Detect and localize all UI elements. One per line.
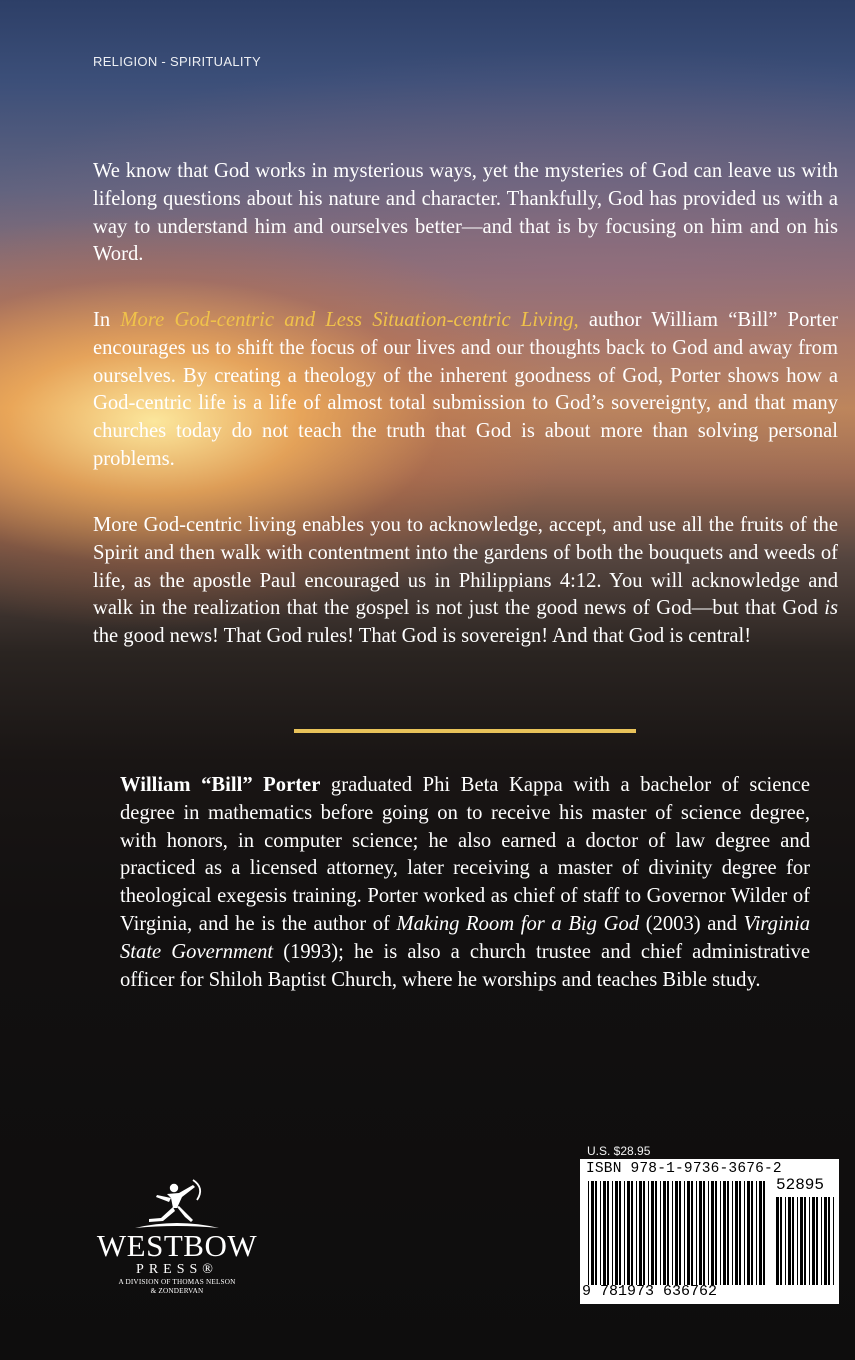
barcode-bar [612,1181,613,1285]
barcode-bar [663,1181,666,1285]
barcode-bar [588,1181,589,1285]
bio-book-1: Making Room for a Big God [396,912,640,935]
barcode-bar [600,1181,601,1285]
barcode-bar [756,1181,757,1285]
barcode-bar [763,1181,765,1285]
barcode-bar [684,1181,685,1285]
barcode-bar [821,1197,822,1285]
barcode-bar [824,1197,827,1285]
barcode-bar [735,1181,738,1285]
barcode-bar [797,1197,798,1285]
barcode-bar [627,1181,630,1285]
barcode-bar [672,1181,673,1285]
barcode-bar [660,1181,661,1285]
barcode-bar [708,1181,709,1285]
price-label: U.S. $28.95 [587,1144,651,1158]
barcode-bar [699,1181,702,1285]
barcode-bar [816,1197,818,1285]
paragraph-2-lead: In [93,309,121,331]
barcode-bar [667,1181,669,1285]
barcode-bar [687,1181,690,1285]
author-bio [120,772,810,994]
bio-book-2: Virginia State Government [120,912,810,963]
barcode-bar [643,1181,645,1285]
barcode-bar [607,1181,609,1285]
publisher-press: PRESS® [136,1262,218,1277]
barcode-bar [809,1197,810,1285]
barcode-bar [759,1181,762,1285]
barcode-bar [691,1181,693,1285]
gold-divider [294,729,636,733]
paragraph-2-rest: author William “Bill” Porter encourages us to shift the focus of our lives and our thoughts back to God and away from ourselves. By creating a theology of the inherent goodness of God, Porter shows how a God-centric life is a life of almost total submission to God’s sovereignty, and that many churches today do not teach the truth that God is about more than solving personal problems. [93,309,839,470]
barcode-bar [711,1181,714,1285]
barcode-bar [788,1197,791,1285]
barcode-bar [636,1181,637,1285]
barcode-bar [720,1181,721,1285]
barcode-bar [631,1181,633,1285]
barcode-bar [703,1181,705,1285]
barcode-bar [732,1181,733,1285]
publisher-division-2: & ZONDERVAN [150,1287,204,1295]
archer-figure-icon [127,1178,227,1232]
barcode-bar [603,1181,606,1285]
barcode-bar [675,1181,678,1285]
barcode-bar [739,1181,741,1285]
category-label: RELIGION - SPIRITUALITY [93,54,261,69]
barcode-bar [619,1181,621,1285]
bio-text-3: (1993); he is also a church trustee and chief administrative officer for Shiloh Baptist Church, where he worships and teaches Bible study. [120,940,810,991]
description-paragraph-1: We know that God works in mysterious ways, yet the mysteries of God can leave us with lifelong questions about his nature and character. Thankfully, God has provided us with a way to understand him and ourselves better—and that is by focusing on him and on his Word. [93,160,838,266]
barcode-bar [792,1197,794,1285]
description-paragraph-3 [93,512,838,651]
barcode-bar [715,1181,717,1285]
barcode-bar [651,1181,654,1285]
barcode-bar [595,1181,597,1285]
publisher-logo [88,1178,266,1296]
isbn-label: ISBN 978-1-9736-3676-2 [586,1161,782,1177]
paragraph-3-after: the good news! That God rules! That God is sovereign! And that God is central! [93,625,752,648]
paragraph-3-before: More God-centric living enables you to acknowledge, accept, and use all the fruits of the Spirit and then walk with contentment into the gardens of both the bouquets and weeds of life, as the apostle Paul encouraged us in Philippians 4:12. You will acknowledge and walk in the realization that the gospel is not just the good news of God—but that God [93,514,838,620]
description-paragraph-2 [93,307,838,474]
barcode-bar [679,1181,681,1285]
barcode-bar [833,1197,834,1285]
barcode-bar [744,1181,745,1285]
bio-text-1: graduated Phi Beta Kappa with a bachelor of science degree in mathematics before going on to receive his master of science degree, with honors, in computer science; he also earned a doctor of law degree and practiced as a licensed attorney, later receiving a master of divinity degree for theological exegesis training. Porter worked as chief of staff to Governor Wilder of Virginia, and he is the author of [120,774,810,935]
barcode-bar [591,1181,594,1285]
barcode-bar [804,1197,806,1285]
barcode-bar [655,1181,657,1285]
barcode-bar [785,1197,786,1285]
barcode-bar [696,1181,697,1285]
book-title-highlight: More God-centric and Less Situation-centric Living, [120,309,579,331]
paragraph-3-emphasis: is [824,597,838,620]
barcode-bar [648,1181,649,1285]
barcode-bar [723,1181,726,1285]
price-code: 52895 [776,1176,825,1194]
author-name: William “Bill” Porter [120,774,321,796]
barcode-bar [747,1181,750,1285]
barcode-bar [727,1181,729,1285]
publisher-name: WESTBOW [96,1228,258,1263]
barcode-bar [776,1197,779,1285]
publisher-division: A DIVISION OF THOMAS NELSON [118,1278,236,1286]
barcode-bar [812,1197,815,1285]
barcode-bar [751,1181,753,1285]
bio-text-2: (2003) and [639,912,744,935]
barcode-digits: 9 781973 636762 [582,1283,718,1300]
barcode-bar [639,1181,642,1285]
barcode-bar [800,1197,803,1285]
barcode-bar [828,1197,830,1285]
barcode-bar [624,1181,625,1285]
isbn-barcode [580,1159,839,1304]
barcode-bar [615,1181,618,1285]
barcode-bar [780,1197,782,1285]
